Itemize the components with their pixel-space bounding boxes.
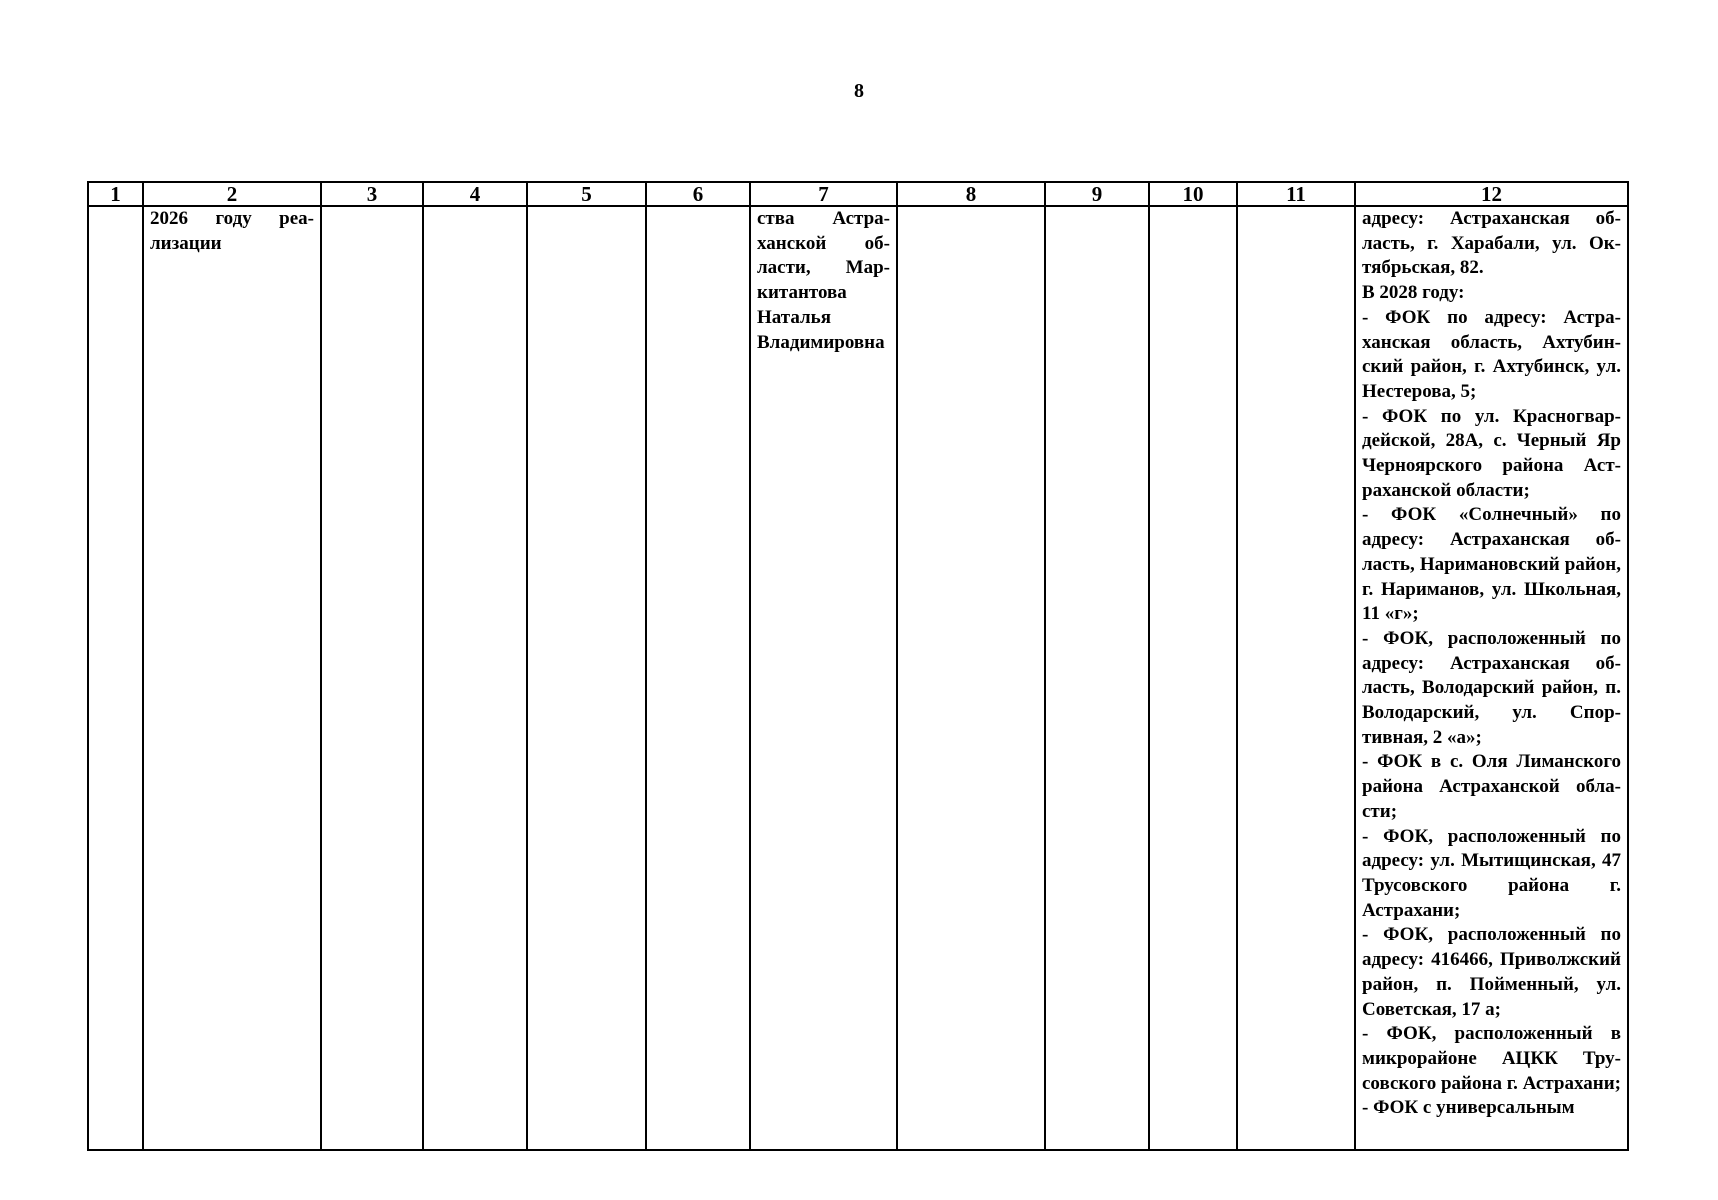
column-header-6: 6 (646, 182, 750, 206)
cell-col-7 (750, 206, 897, 1150)
list-item: - ФОК «Солнечный» по адресу: Астраханская область, Наримановский район, г. Нариманов, ул. Школьная, 11 «г»; (1362, 504, 1621, 625)
list-item: - ФОК по ул. Красногвардейской, 28А, с. Черный Яр Черноярского района Астраханской области; (1362, 405, 1621, 501)
list-item: - ФОК, расположенный в микрорайоне АЦКК Трусовского района г. Астрахани; (1362, 1023, 1621, 1094)
cell-col-6 (646, 206, 750, 1150)
list-item: - ФОК по адресу: Астраханская область, Ахтубинский район, г. Ахтубинск, ул. Нестерова, 5; (1362, 306, 1621, 402)
column-header-9: 9 (1045, 182, 1149, 206)
list-item: - ФОК, расположенный по адресу: ул. Мытищинская, 47 Трусовского района г. Астрахани; (1362, 825, 1621, 921)
cell-text: ства Астраханской области, Маркитантова Наталья Владимировна (757, 208, 890, 353)
list-item: - ФОК, расположенный по адресу: Астраханская область, Володарский район, п. Володарский, ул. Спортивная, 2 «а»; (1362, 627, 1621, 748)
cell-col-12 (1355, 206, 1628, 1150)
cell-text: 2026 году реализации (150, 208, 314, 254)
list-item: - ФОК в с. Оля Лиманского района Астраханской области; (1362, 751, 1621, 822)
column-header-12: 12 (1355, 182, 1628, 206)
cell-col-9 (1045, 206, 1149, 1150)
column-header-8: 8 (897, 182, 1045, 206)
list-item: - ФОК, расположенный по адресу: 416466, Приволжский район, п. Пойменный, ул. Советская, 17 а; (1362, 924, 1621, 1020)
cell-col-1 (88, 206, 143, 1150)
column-header-10: 10 (1149, 182, 1237, 206)
column-header-7: 7 (750, 182, 897, 206)
cell-col-5 (527, 206, 646, 1150)
cell-col-8 (897, 206, 1045, 1150)
table-row (88, 206, 1628, 1150)
column-header-4: 4 (423, 182, 527, 206)
column-header-5: 5 (527, 182, 646, 206)
column-header-2: 2 (143, 182, 321, 206)
list-item: - ФОК с универсальным (1362, 1097, 1575, 1119)
column-header-1: 1 (88, 182, 143, 206)
header-row (88, 182, 1628, 206)
cell-col-4 (423, 206, 527, 1150)
column-header-11: 11 (1237, 182, 1355, 206)
cell-col-3 (321, 206, 423, 1150)
list-item: В 2028 году: (1362, 282, 1465, 304)
data-table (87, 181, 1629, 1151)
cell-col-2 (143, 206, 321, 1150)
page-number: 8 (854, 80, 864, 102)
cell-col-10 (1149, 206, 1237, 1150)
column-header-3: 3 (321, 182, 423, 206)
list-item: адресу: Астраханская область, г. Харабали, ул. Октябрьская, 82. (1362, 208, 1621, 279)
cell-col-11 (1237, 206, 1355, 1150)
